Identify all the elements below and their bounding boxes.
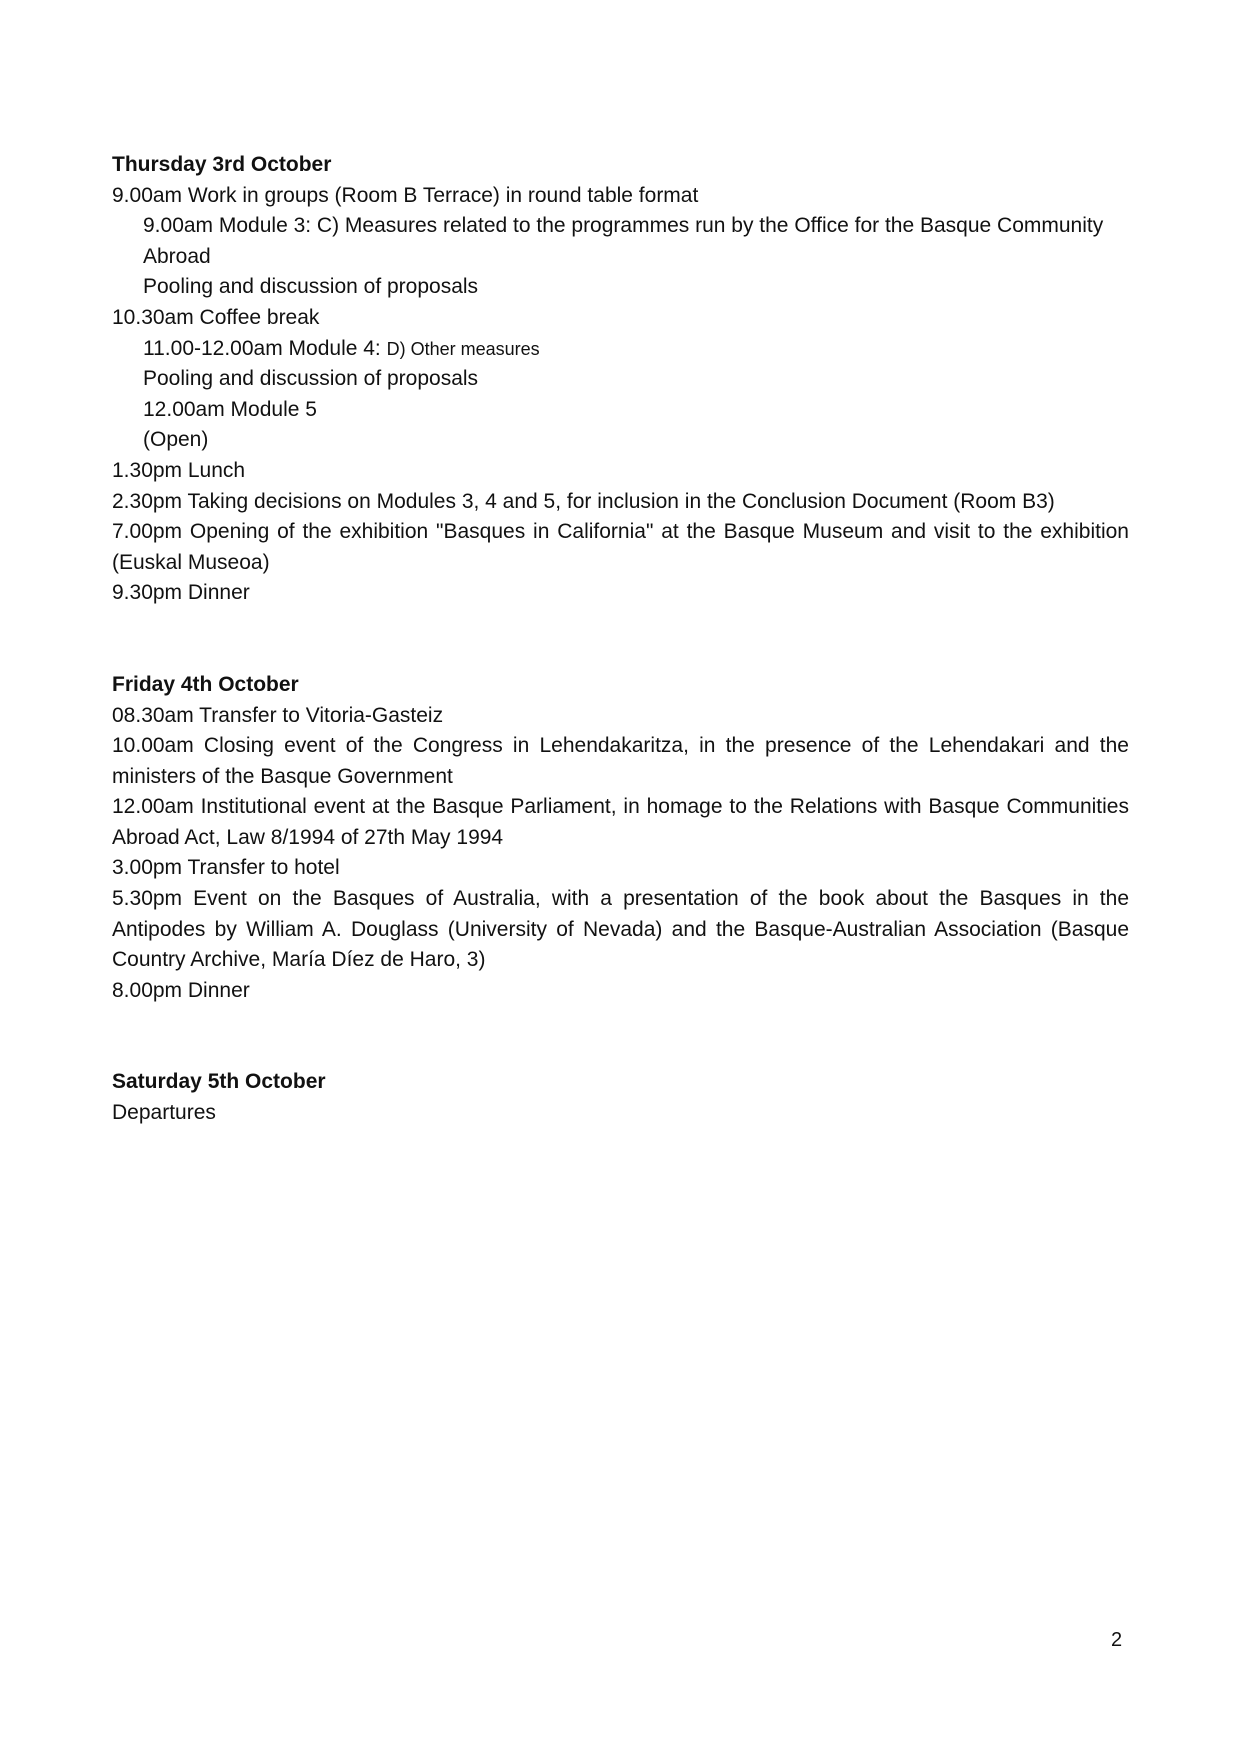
page-number: 2 — [1111, 1629, 1123, 1651]
schedule-item: 9.00am Work in groups (Room B Terrace) in round table format — [112, 183, 699, 207]
schedule-item: 12.00am Institutional event at the Basque Parliament, in homage to the Relations with Basque Communities Abroad Act, Law 8/1994 of 27th May 1994 — [112, 795, 1129, 849]
day-section-friday — [112, 670, 1129, 1007]
schedule-subitem: Pooling and discussion of proposals — [143, 275, 479, 299]
schedule-item: 7.00pm Opening of the exhibition "Basques in California" at the Basque Museum and visit to the exhibition (Euskal Museoa) — [112, 520, 1129, 574]
schedule-subitem: 9.00am Module 3: C) Measures related to the programmes run by the Office for the Basque Community Abroad — [143, 214, 1104, 268]
schedule-item: 9.30pm Dinner — [112, 581, 250, 605]
schedule-subitem: 12.00am Module 5 — [143, 397, 317, 421]
schedule-item: 5.30pm Event on the Basques of Australia, with a presentation of the book about the Basques in the Antipodes by William A. Douglass (University of Nevada) and the Basque-Australian Association (Basque Country Archive, María Díez de Haro, 3) — [112, 887, 1129, 972]
schedule-item: 8.00pm Dinner — [112, 978, 250, 1002]
document-page — [112, 150, 1129, 1129]
schedule-subitem: Pooling and discussion of proposals — [143, 367, 479, 391]
schedule-item: Departures — [112, 1101, 216, 1125]
schedule-subitem: (Open) — [143, 428, 209, 452]
schedule-item: 10.30am Coffee break — [112, 305, 320, 329]
day-heading: Saturday 5th October — [112, 1070, 326, 1094]
schedule-item: 3.00pm Transfer to hotel — [112, 856, 340, 880]
day-section-saturday — [112, 1067, 1129, 1128]
day-heading: Thursday 3rd October — [112, 153, 332, 176]
module-4-topic: D) Other measures — [386, 338, 540, 359]
schedule-subitem — [112, 334, 1129, 365]
schedule-item: 2.30pm Taking decisions on Modules 3, 4 and 5, for inclusion in the Conclusion Document (Room B3) — [112, 489, 1055, 513]
day-heading: Friday 4th October — [112, 672, 299, 696]
schedule-item: 10.00am Closing event of the Congress in Lehendakaritza, in the presence of the Lehendakari and the ministers of the Basque Government — [112, 734, 1129, 788]
day-section-thursday — [112, 150, 1129, 609]
schedule-item: 1.30pm Lunch — [112, 458, 246, 482]
schedule-item: 08.30am Transfer to Vitoria-Gasteiz — [112, 703, 444, 727]
module-4-label: 11.00-12.00am Module 4: — [143, 336, 387, 360]
